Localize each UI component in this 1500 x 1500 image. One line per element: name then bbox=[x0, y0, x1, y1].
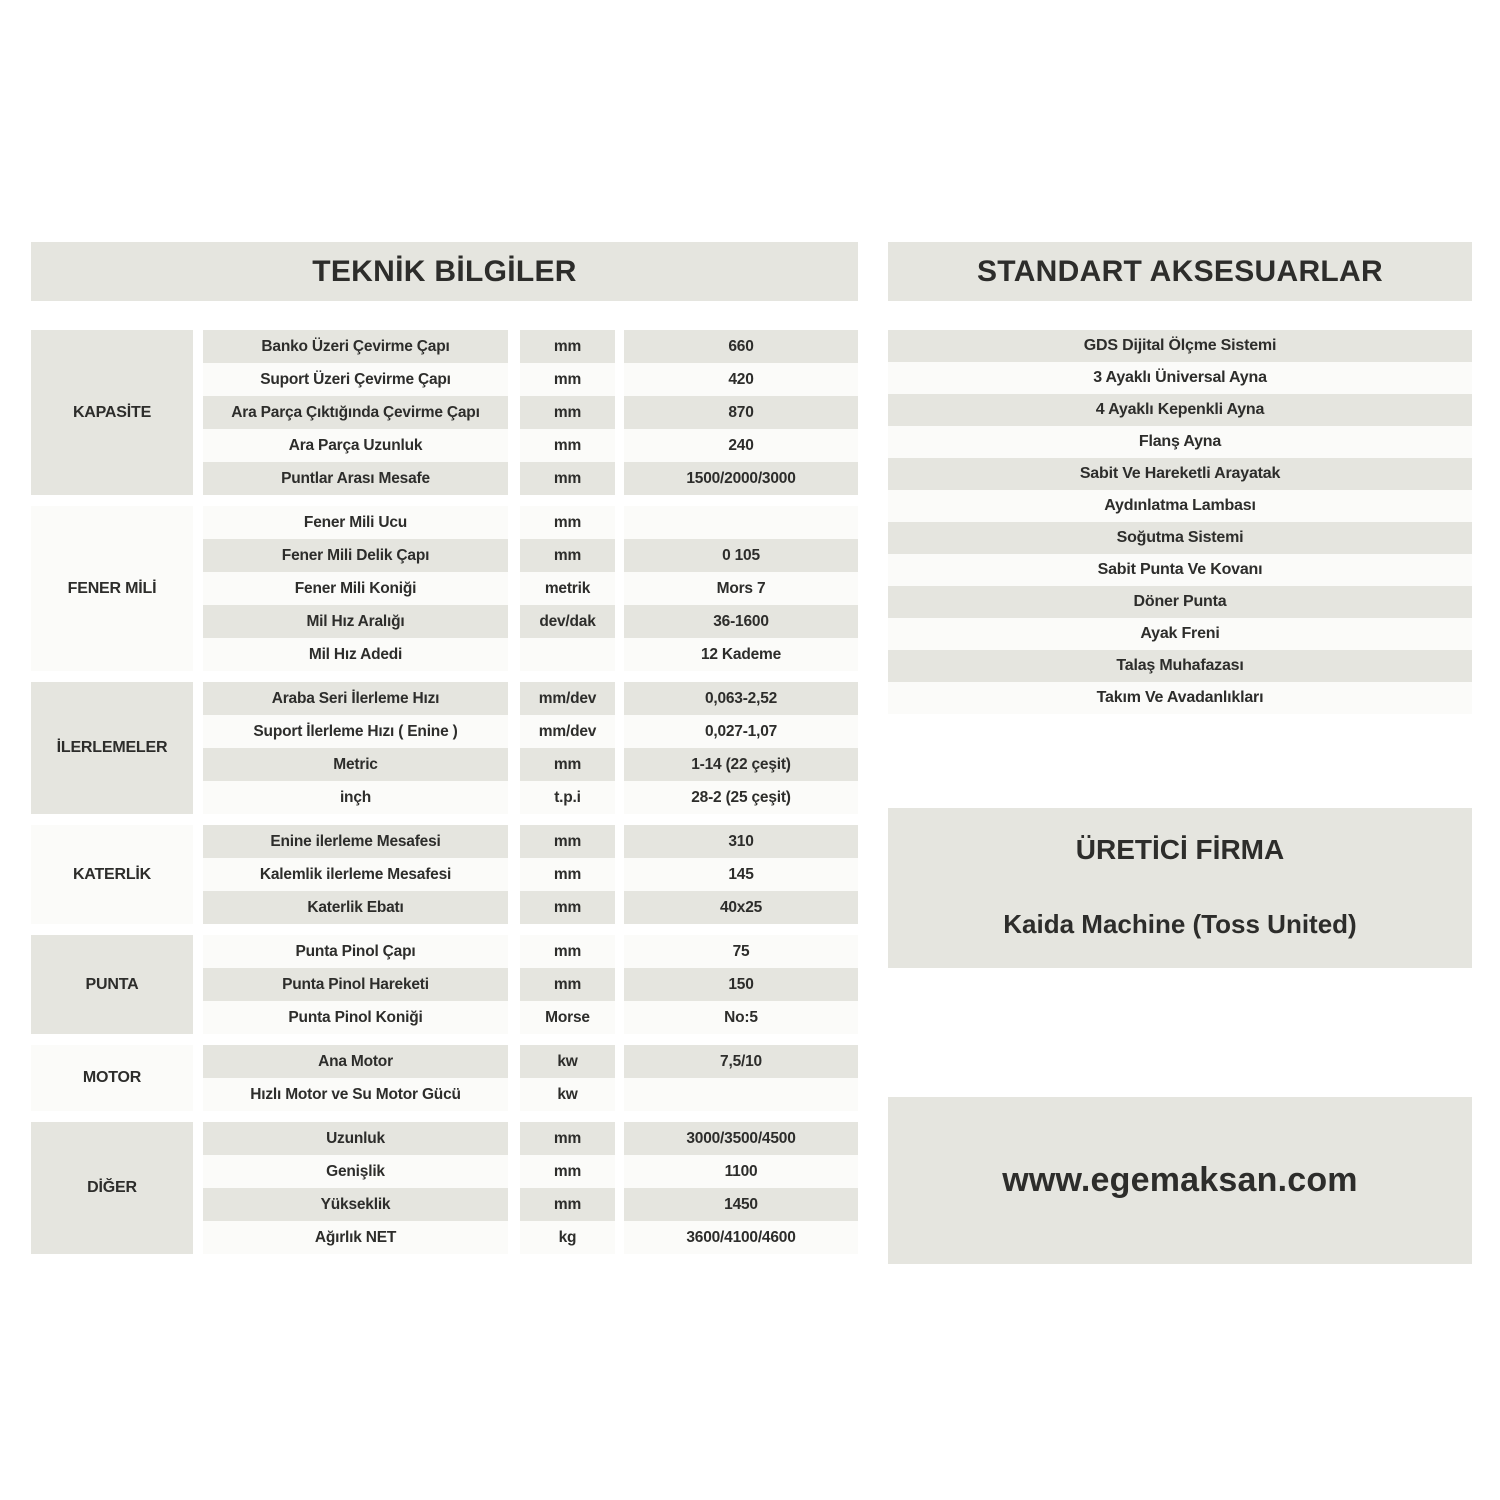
spec-group bbox=[31, 825, 858, 924]
technical-info-title: TEKNİK BİLGİLER bbox=[312, 254, 577, 288]
spec-category: İLERLEMELER bbox=[31, 682, 193, 814]
accessory-item: Ayak Freni bbox=[888, 618, 1472, 650]
spec-value: 870 bbox=[624, 396, 858, 429]
spec-label: inçh bbox=[203, 781, 508, 814]
spec-unit: mm bbox=[520, 330, 615, 363]
spec-value: 28-2 (25 çeşit) bbox=[624, 781, 858, 814]
spec-category: KAPASİTE bbox=[31, 330, 193, 495]
spec-label: Kalemlik ilerleme Mesafesi bbox=[203, 858, 508, 891]
spec-unit: kw bbox=[520, 1078, 615, 1111]
spec-value: 0 105 bbox=[624, 539, 858, 572]
accessory-item: Aydınlatma Lambası bbox=[888, 490, 1472, 522]
spec-group bbox=[31, 506, 858, 671]
spec-unit: mm bbox=[520, 1188, 615, 1221]
spec-category: KATERLİK bbox=[31, 825, 193, 924]
technical-spec-table bbox=[31, 330, 858, 1265]
accessory-item: Sabit Ve Hareketli Arayatak bbox=[888, 458, 1472, 490]
spec-unit: mm bbox=[520, 1155, 615, 1188]
spec-value: 145 bbox=[624, 858, 858, 891]
technical-info-header bbox=[31, 242, 858, 301]
website-text: www.egemaksan.com bbox=[1002, 1161, 1358, 1199]
spec-label: Mil Hız Aralığı bbox=[203, 605, 508, 638]
spec-label: Fener Mili Koniği bbox=[203, 572, 508, 605]
accessories-list bbox=[888, 330, 1472, 714]
spec-value bbox=[624, 1078, 858, 1111]
spec-label: Fener Mili Ucu bbox=[203, 506, 508, 539]
spec-unit: mm/dev bbox=[520, 682, 615, 715]
spec-unit bbox=[520, 638, 615, 671]
spec-label: Metric bbox=[203, 748, 508, 781]
accessory-item: Flanş Ayna bbox=[888, 426, 1472, 458]
spec-label: Banko Üzeri Çevirme Çapı bbox=[203, 330, 508, 363]
website-box bbox=[888, 1097, 1472, 1264]
spec-unit: mm bbox=[520, 396, 615, 429]
spec-label: Araba Seri İlerleme Hızı bbox=[203, 682, 508, 715]
spec-label: Punta Pinol Hareketi bbox=[203, 968, 508, 1001]
spec-label: Puntlar Arası Mesafe bbox=[203, 462, 508, 495]
spec-label: Suport İlerleme Hızı ( Enine ) bbox=[203, 715, 508, 748]
spec-category: MOTOR bbox=[31, 1045, 193, 1111]
accessory-item: Sabit Punta Ve Kovanı bbox=[888, 554, 1472, 586]
spec-value: 420 bbox=[624, 363, 858, 396]
spec-label: Uzunluk bbox=[203, 1122, 508, 1155]
spec-label: Mil Hız Adedi bbox=[203, 638, 508, 671]
spec-group bbox=[31, 935, 858, 1034]
spec-group bbox=[31, 330, 858, 495]
spec-value bbox=[624, 506, 858, 539]
spec-value: No:5 bbox=[624, 1001, 858, 1034]
spec-unit: mm bbox=[520, 968, 615, 1001]
spec-value: 310 bbox=[624, 825, 858, 858]
spec-value: 40x25 bbox=[624, 891, 858, 924]
spec-value: 7,5/10 bbox=[624, 1045, 858, 1078]
spec-unit: mm bbox=[520, 363, 615, 396]
spec-category: PUNTA bbox=[31, 935, 193, 1034]
manufacturer-title: ÜRETİCİ FİRMA bbox=[1075, 834, 1285, 865]
spec-label: Punta Pinol Çapı bbox=[203, 935, 508, 968]
accessory-item: Soğutma Sistemi bbox=[888, 522, 1472, 554]
spec-unit: t.p.i bbox=[520, 781, 615, 814]
spec-value: 12 Kademe bbox=[624, 638, 858, 671]
spec-label: Genişlik bbox=[203, 1155, 508, 1188]
spec-label: Ağırlık NET bbox=[203, 1221, 508, 1254]
accessory-item: GDS Dijital Ölçme Sistemi bbox=[888, 330, 1472, 362]
spec-label: Suport Üzeri Çevirme Çapı bbox=[203, 363, 508, 396]
spec-value: 240 bbox=[624, 429, 858, 462]
accessory-item: Talaş Muhafazası bbox=[888, 650, 1472, 682]
spec-value: Mors 7 bbox=[624, 572, 858, 605]
spec-unit: mm bbox=[520, 891, 615, 924]
spec-unit: kw bbox=[520, 1045, 615, 1078]
spec-group bbox=[31, 682, 858, 814]
spec-value: 0,027-1,07 bbox=[624, 715, 858, 748]
spec-value: 1450 bbox=[624, 1188, 858, 1221]
spec-value: 150 bbox=[624, 968, 858, 1001]
spec-label: Enine ilerleme Mesafesi bbox=[203, 825, 508, 858]
spec-value: 660 bbox=[624, 330, 858, 363]
manufacturer-box bbox=[888, 808, 1472, 968]
spec-unit: mm bbox=[520, 539, 615, 572]
spec-unit: dev/dak bbox=[520, 605, 615, 638]
spec-value: 75 bbox=[624, 935, 858, 968]
spec-value: 1-14 (22 çeşit) bbox=[624, 748, 858, 781]
spec-unit: mm bbox=[520, 825, 615, 858]
spec-label: Ara Parça Çıktığında Çevirme Çapı bbox=[203, 396, 508, 429]
spec-unit: mm bbox=[520, 429, 615, 462]
manufacturer-name: Kaida Machine (Toss United) bbox=[1003, 909, 1357, 939]
spec-value: 3600/4100/4600 bbox=[624, 1221, 858, 1254]
spec-value: 1500/2000/3000 bbox=[624, 462, 858, 495]
spec-unit: kg bbox=[520, 1221, 615, 1254]
spec-category: FENER MİLİ bbox=[31, 506, 193, 671]
spec-label: Fener Mili Delik Çapı bbox=[203, 539, 508, 572]
spec-value: 0,063-2,52 bbox=[624, 682, 858, 715]
spec-label: Yükseklik bbox=[203, 1188, 508, 1221]
spec-label: Hızlı Motor ve Su Motor Gücü bbox=[203, 1078, 508, 1111]
spec-category: DİĞER bbox=[31, 1122, 193, 1254]
accessory-item: Döner Punta bbox=[888, 586, 1472, 618]
spec-unit: mm bbox=[520, 935, 615, 968]
spec-label: Punta Pinol Koniği bbox=[203, 1001, 508, 1034]
accessory-item: 4 Ayaklı Kepenkli Ayna bbox=[888, 394, 1472, 426]
spec-unit: Morse bbox=[520, 1001, 615, 1034]
spec-unit: mm bbox=[520, 748, 615, 781]
spec-value: 1100 bbox=[624, 1155, 858, 1188]
spec-label: Katerlik Ebatı bbox=[203, 891, 508, 924]
spec-value: 36-1600 bbox=[624, 605, 858, 638]
spec-value: 3000/3500/4500 bbox=[624, 1122, 858, 1155]
accessories-title: STANDART AKSESUARLAR bbox=[977, 254, 1383, 288]
accessories-header bbox=[888, 242, 1472, 301]
spec-group bbox=[31, 1122, 858, 1254]
accessory-item: 3 Ayaklı Üniversal Ayna bbox=[888, 362, 1472, 394]
spec-unit: metrik bbox=[520, 572, 615, 605]
spec-unit: mm bbox=[520, 1122, 615, 1155]
spec-group bbox=[31, 1045, 858, 1111]
spec-unit: mm bbox=[520, 462, 615, 495]
spec-unit: mm bbox=[520, 858, 615, 891]
spec-label: Ana Motor bbox=[203, 1045, 508, 1078]
spec-unit: mm/dev bbox=[520, 715, 615, 748]
spec-label: Ara Parça Uzunluk bbox=[203, 429, 508, 462]
accessory-item: Takım Ve Avadanlıkları bbox=[888, 682, 1472, 714]
spec-unit: mm bbox=[520, 506, 615, 539]
